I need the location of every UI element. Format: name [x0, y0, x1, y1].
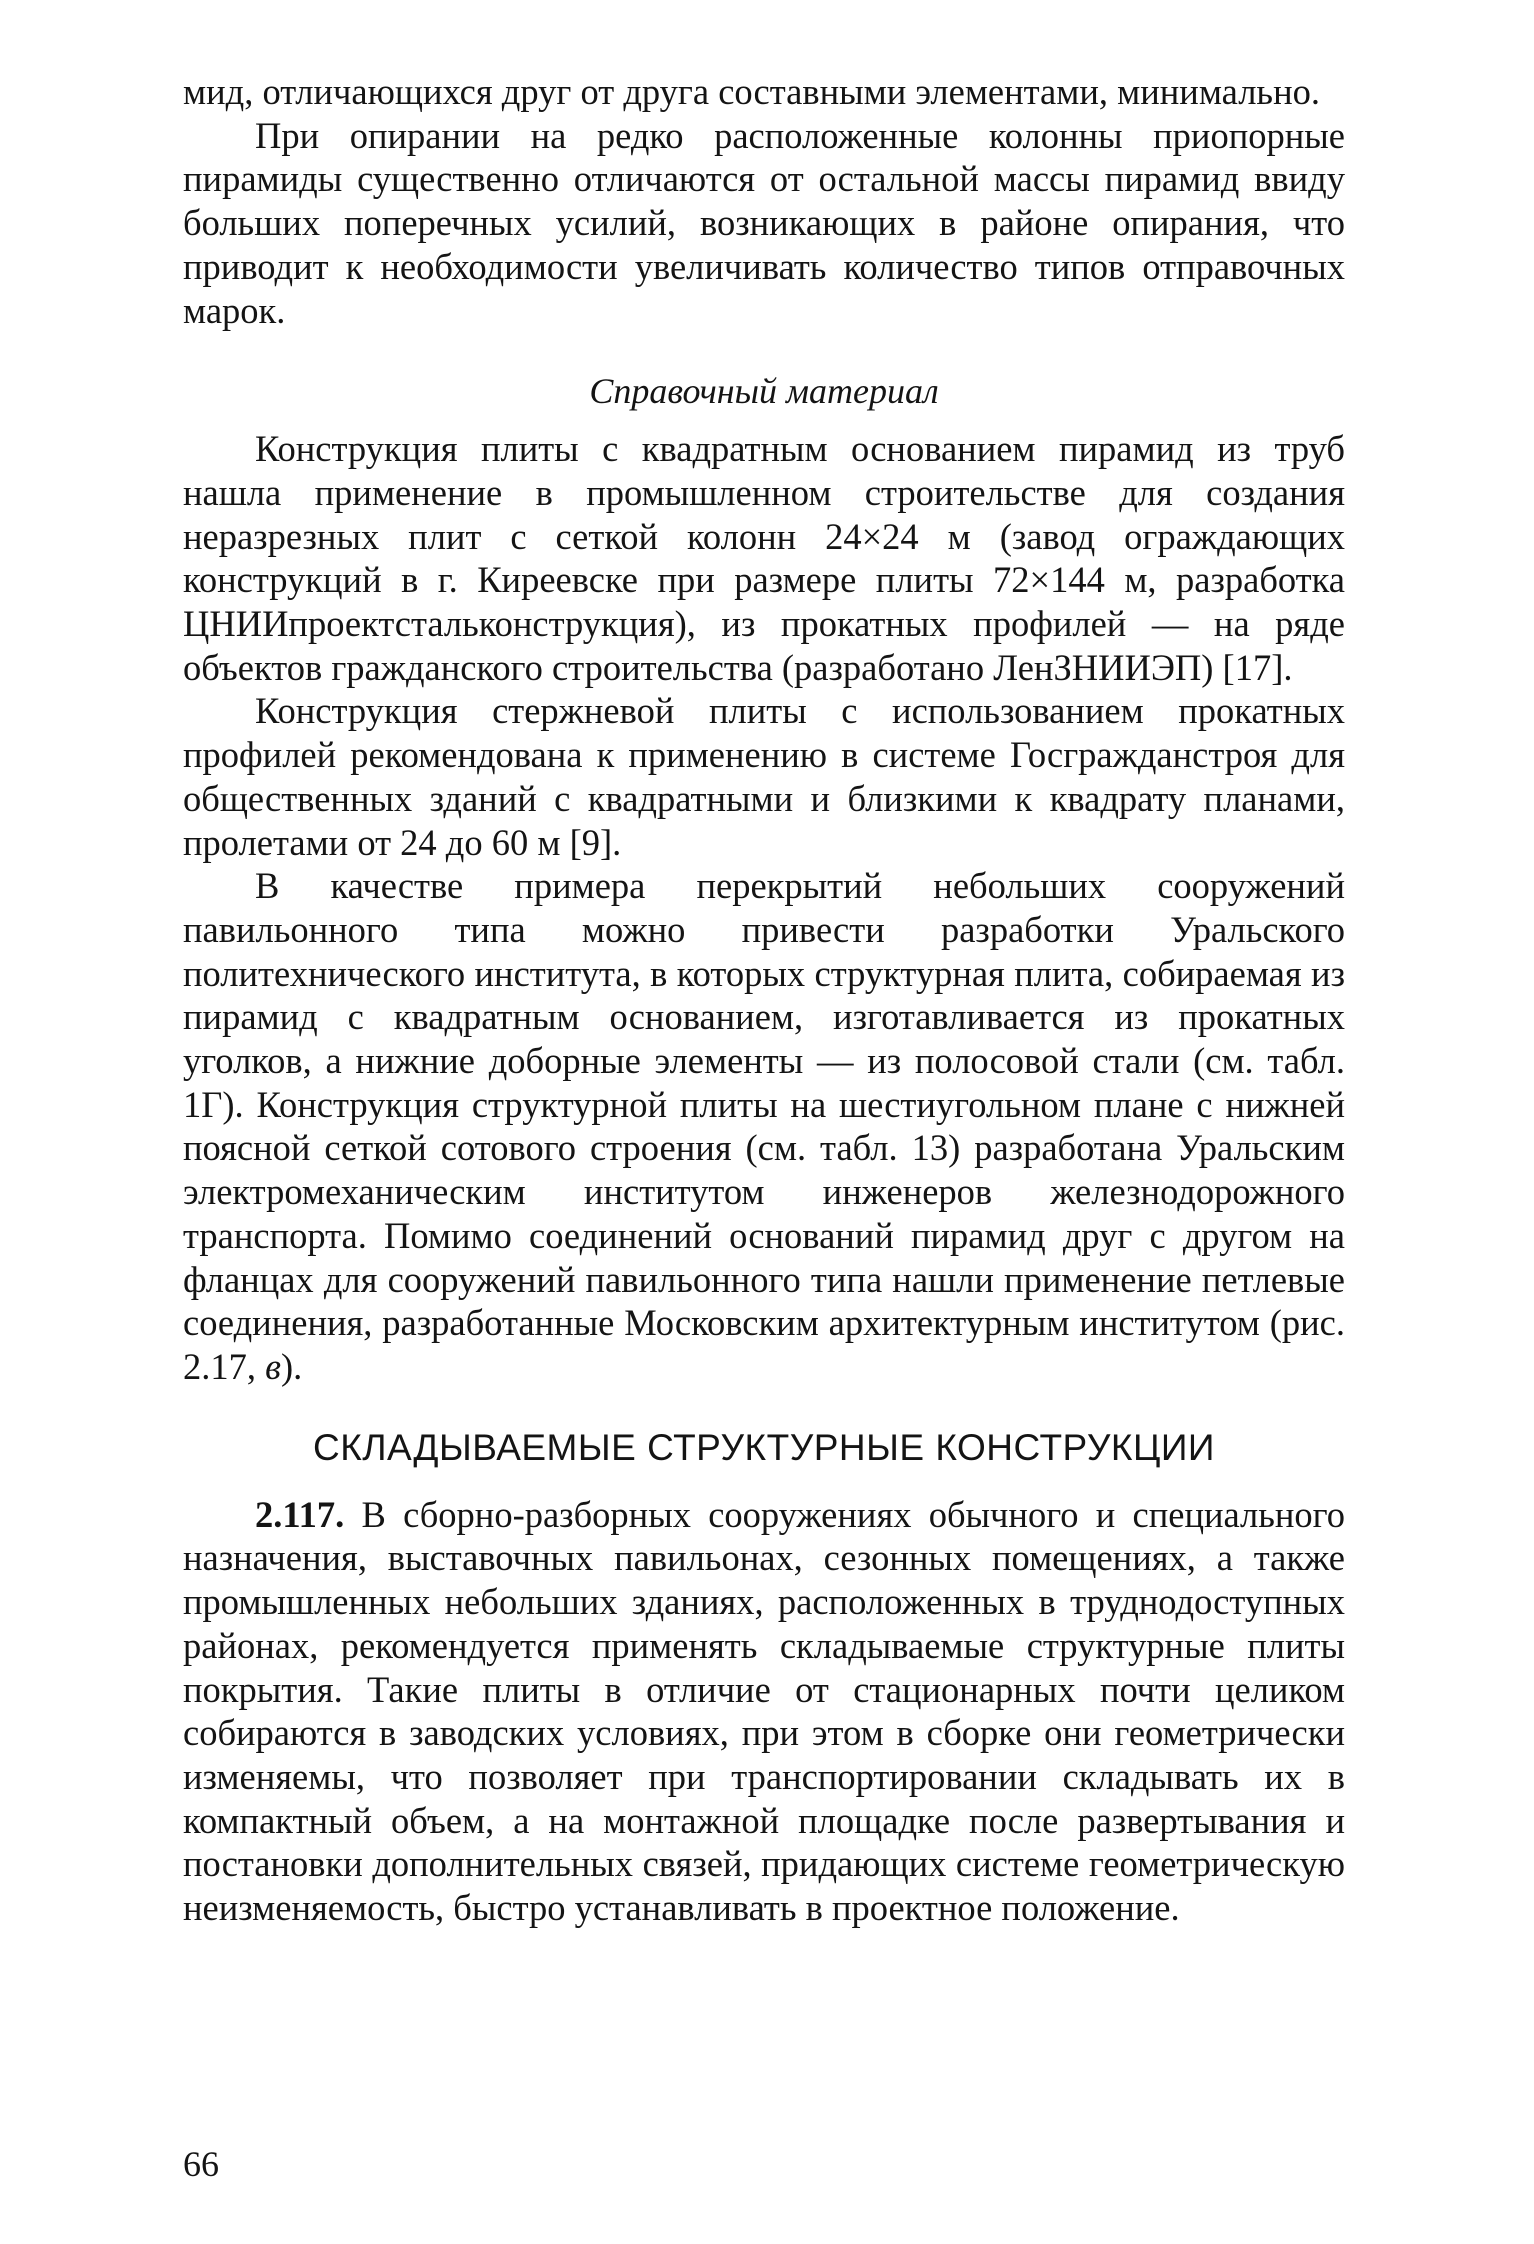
paragraph-intro-continuation: мид, отличающихся друг от друга составными элементами, минимально. [183, 71, 1320, 112]
paragraph-reference-3-end: ). [280, 1345, 303, 1387]
paragraph-reference-3-text: В качестве примера перекрытий небольших сооружений павильонного типа можно привести разработки Уральского политехнического института, в которых структурная плита, собираемая из пирамид с квадратным основанием, изготавливается из прокатных уголков, а нижние доборные элементы — из полосовой стали (см. табл. 1Г). Конструкция структурной плиты на шестиугольном плане с нижней поясной сеткой сотового строения (см. табл. 13) разработана Уральским электромеханическим институтом инженеров железнодорожного транспорта. Помимо соединений оснований пирамид друг с другом на фланцах для сооружений павильонного типа нашли применение петлевые соединения, разработанные Московским архитектурным институтом (рис. 2.17, [183, 865, 1345, 1387]
section-title: СКЛАДЫВАЕМЫЕ СТРУКТУРНЫЕ КОНСТРУКЦИИ [312, 1426, 1216, 1468]
page-body [183, 70, 1345, 1930]
paragraph-reference-1: Конструкция плиты с квадратным основанием пирамид из труб нашла применение в промышленном строительстве для создания неразрезных плит с сеткой колонн 24×24 м (завод ограждающих конструкций в г. Киреевске при размере плиты 72×144 м, разработка ЦНИИпроектстальконструкция), из прокатных профилей — на ряде объектов гражданского строительства (разработано ЛенЗНИИЭП) [17]. [183, 428, 1345, 688]
subheading-reference-material: Справочный материал [589, 371, 939, 412]
paragraph-reference-2: Конструкция стержневой плиты с использованием прокатных профилей рекомендована к применению в системе Госгражданстроя для общественных зданий с квадратными и близкими к квадрату планами, пролетами от 24 до 60 м [9]. [183, 690, 1345, 863]
paragraph-support-pyramids: При опирании на редко расположенные колонны приопорные пирамиды существенно отличаются от остальной массы пирамид ввиду больших поперечных усилий, возникающих в районе опирания, что приводит к необходимости увеличивать количество типов отправочных марок. [183, 114, 1345, 331]
paragraph-2-117 [183, 1493, 1345, 1930]
figure-letter: в [265, 1345, 281, 1387]
paragraph-reference-3 [183, 864, 1345, 1388]
page-number: 66 [183, 2144, 219, 2184]
paragraph-number: 2.117. [255, 1493, 345, 1535]
paragraph-2-117-text: В сборно-разборных сооружениях обычного и специального назначения, выставочных павильонах, сезонных помещениях, а также промышленных небольших зданиях, расположенных в труднодоступных районах, рекомендуется применять складываемые структурные плиты покрытия. Такие плиты в отличие от стационарных почти целиком собираются в заводских условиях, при этом в сборке они геометрически изменяемы, что позволяет при транспортировании складывать их в компактный объем, а на монтажной площадке после развертывания и постановки дополнительных связей, придающих системе геометрическую неизменяемость, быстро устанавливать в проектное положение. [183, 1493, 1345, 1929]
